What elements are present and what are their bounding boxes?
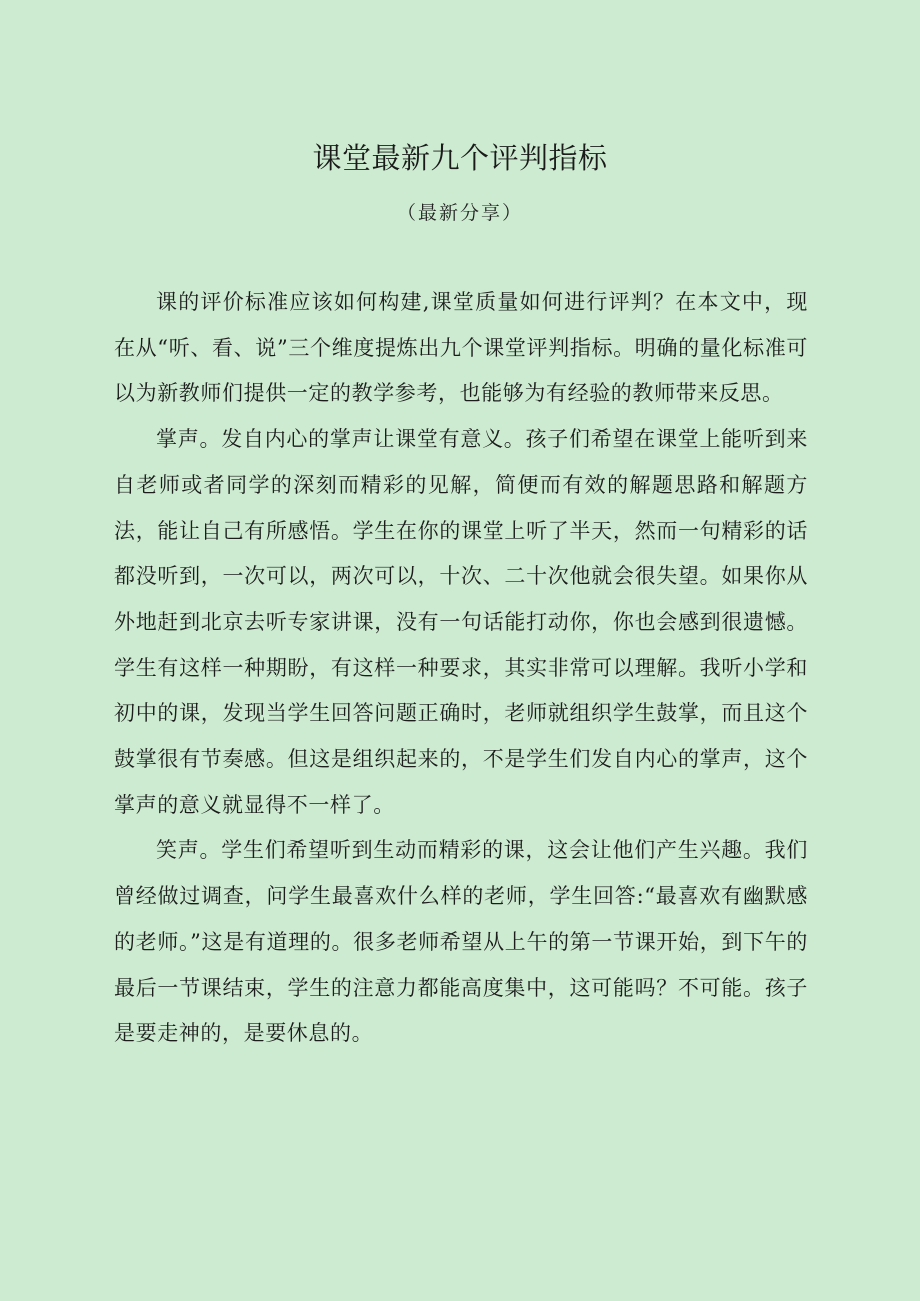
document-subtitle: （最新分享） xyxy=(396,202,523,224)
document-body xyxy=(114,280,808,1057)
document-title: 课堂最新九个评判指标 xyxy=(312,141,608,175)
paragraph-applause: 掌声。发自内心的掌声让课堂有意义。孩子们希望在课堂上能听到来自老师或者同学的深刻而精彩的见解，简便而有效的解题思路和解题方法，能让自己有所感悟。学生在你的课堂上听了半天，然而一句精彩的话都没听到，一次可以，两次可以，十次、二十次他就会很失望。如果你从外地赶到北京去听专家讲课，没有一句话能打动你，你也会感到很遗憾。学生有这样一种期盼，有这样一种要求，其实非常可以理解。我听小学和初中的课，发现当学生回答问题正确时，老师就组织学生鼓掌，而且这个鼓掌很有节奏感。但这是组织起来的，不是学生们发自内心的掌声，这个掌声的意义就显得不一样了。 xyxy=(114,427,808,817)
paragraph-laughter: 笑声。学生们希望听到生动而精彩的课，这会让他们产生兴趣。我们曾经做过调查，问学生最喜欢什么样的老师，学生回答:“最喜欢有幽默感的老师。”这是有道理的。很多老师希望从上午的第一节课开始，到下午的最后一节课结束，学生的注意力都能高度集中，这可能吗？不可能。孩子是要走神的，是要休息的。 xyxy=(114,838,808,1046)
paragraph-intro: 课的评价标准应该如何构建,课堂质量如何进行评判？在本文中，现在从“听、看、说”三个维度提炼出九个课堂评判指标。明确的量化标准可以为新教师们提供一定的教学参考，也能够为有经验的教师带来反思。 xyxy=(114,290,808,406)
